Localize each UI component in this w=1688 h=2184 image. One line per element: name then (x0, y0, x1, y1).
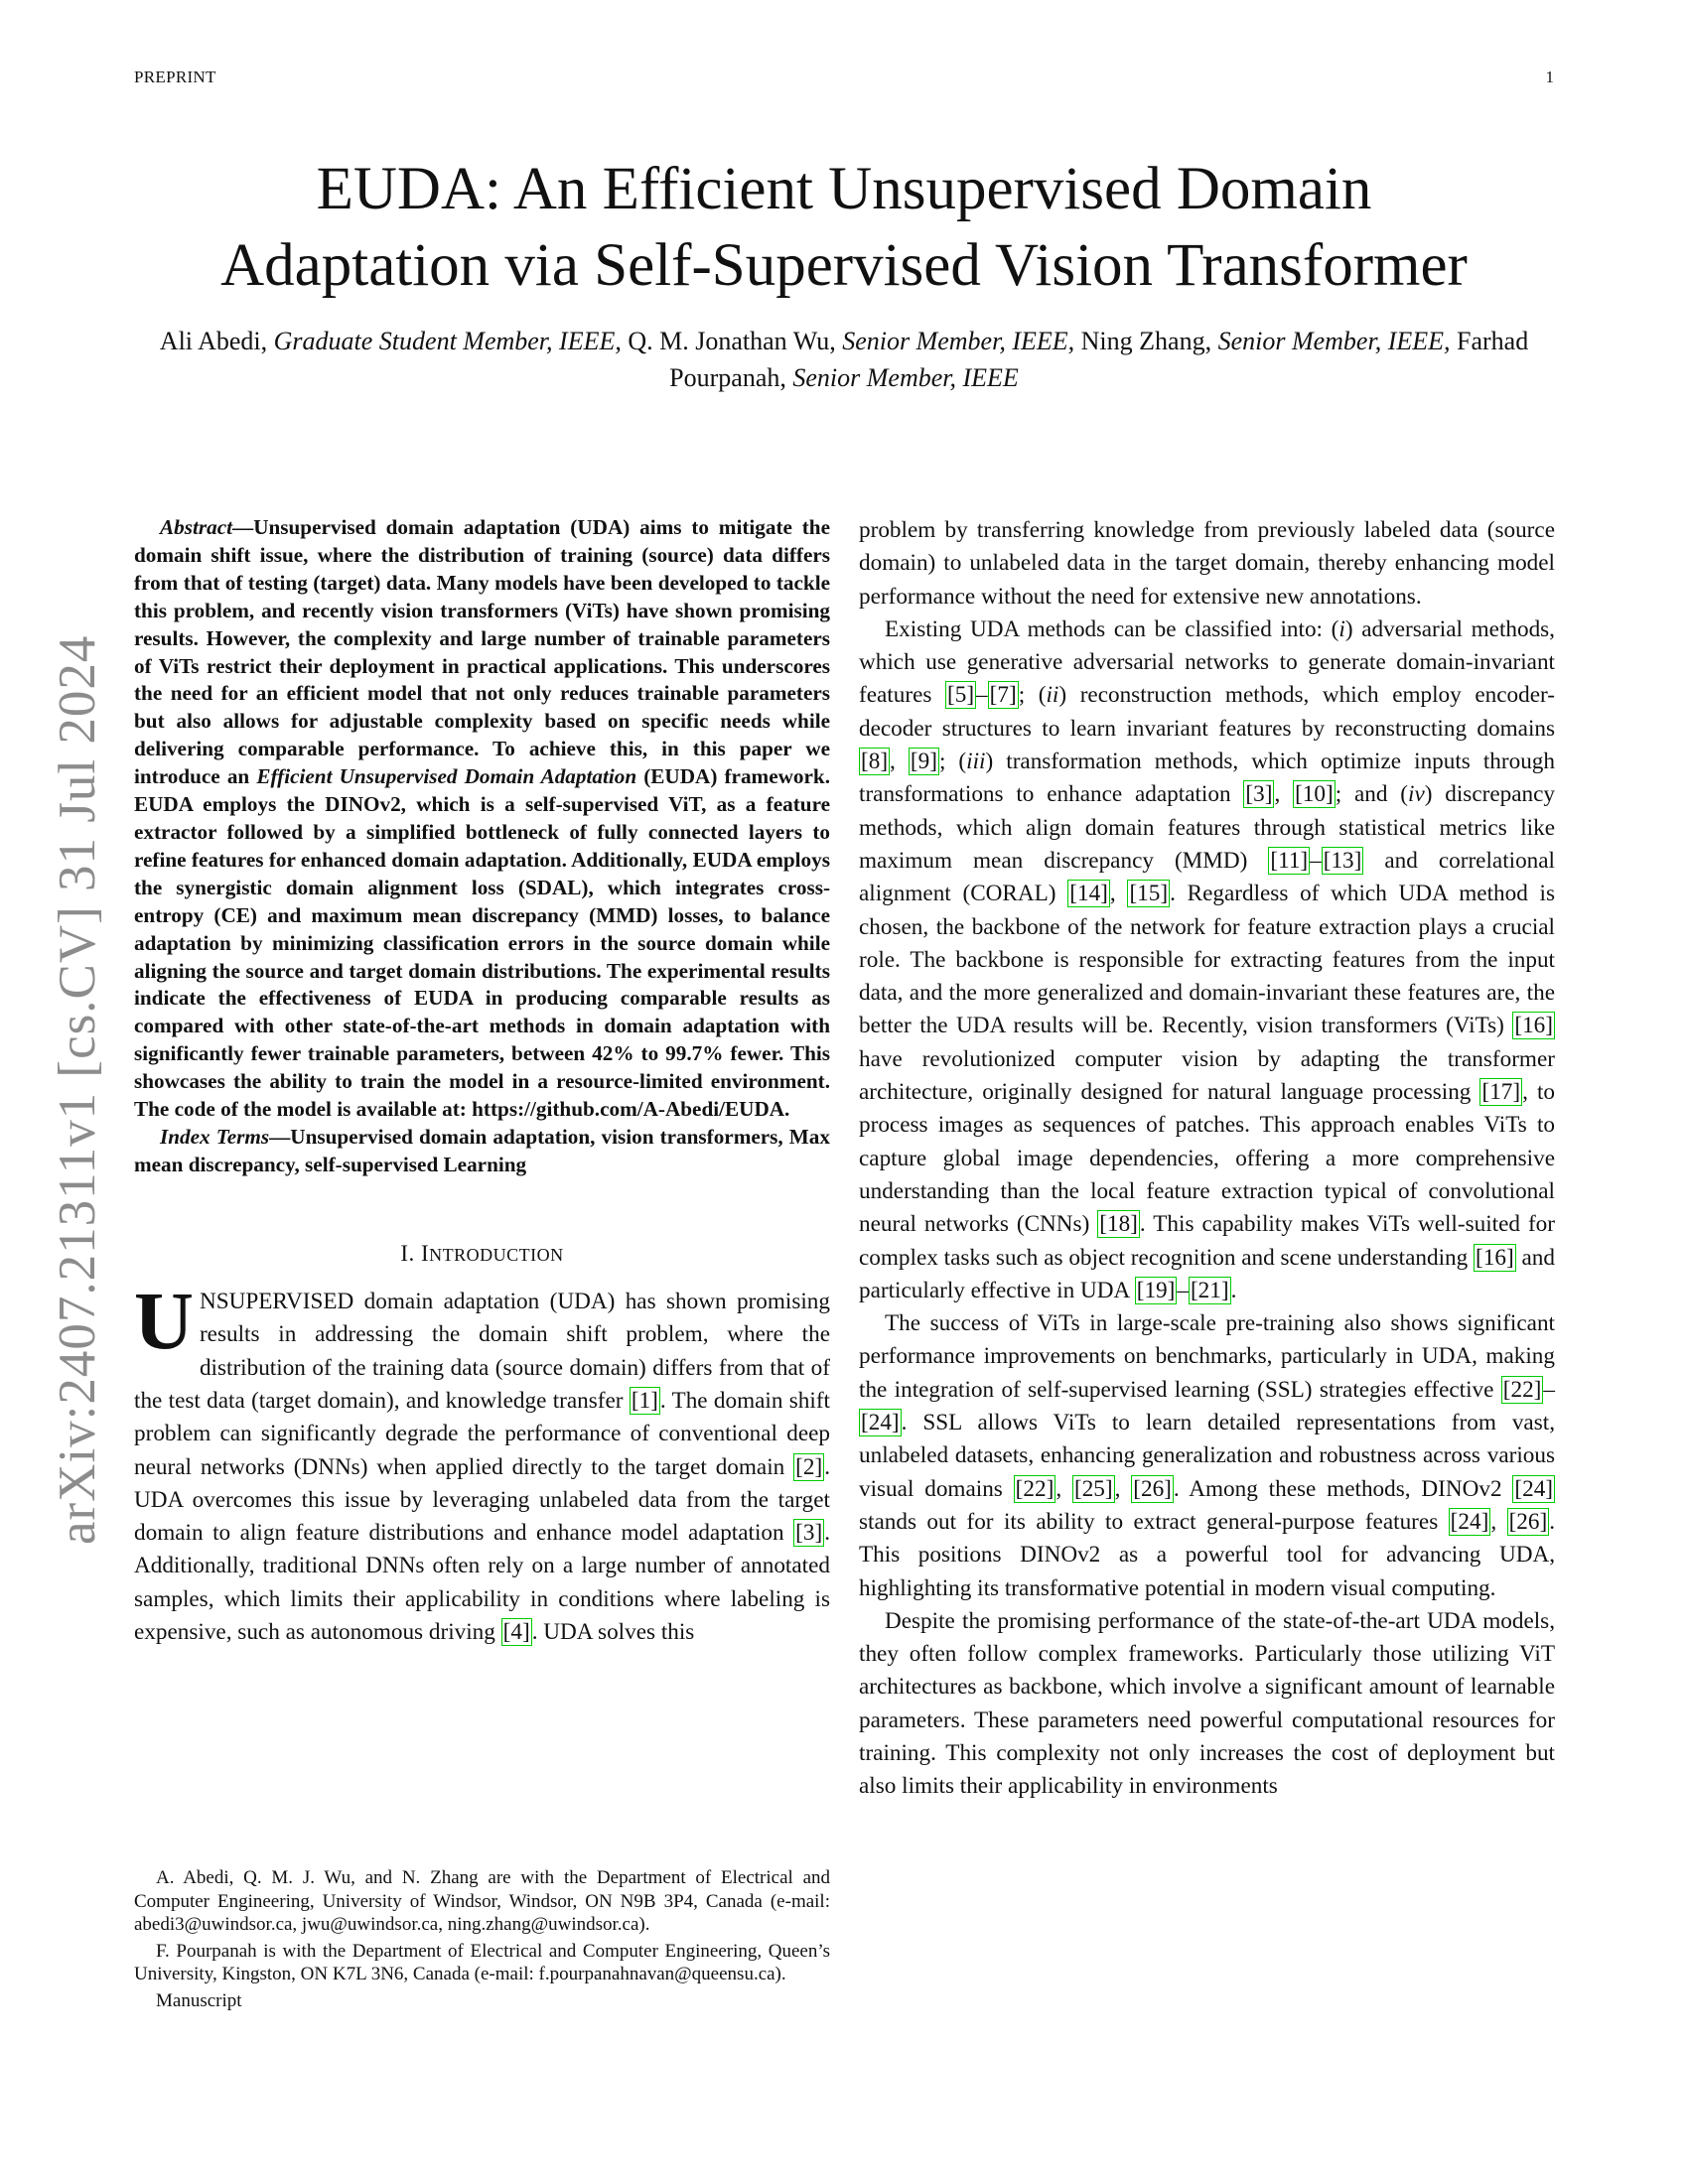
index-terms-label: Index Terms (160, 1124, 270, 1149)
citation-link[interactable]: [22] (1502, 1376, 1542, 1403)
citation-link[interactable]: [15] (1129, 881, 1169, 907)
body-text: . SSL allows ViTs to learn detailed representations from vast, unlabeled datasets, enhancing generalization and robustness across various visual domains (859, 1410, 1555, 1502)
citation-link[interactable]: [26] (1133, 1475, 1172, 1502)
author-role: Senior Member, IEEE (792, 363, 1019, 392)
citation-link[interactable]: [2] (795, 1453, 823, 1480)
body-text: ; ( (938, 749, 967, 775)
body-text: . (1230, 1277, 1237, 1303)
body-text: The success of ViTs in large-scale pre-training also shows significant performance improvements on benchmarks, particularly in UDA, making the integration of self-supervised learning (SSL) strategies effective (859, 1310, 1555, 1403)
body-text: ) adversarial methods, which use generative adversarial networks to generate domain-invariant features (859, 615, 1555, 709)
body-text: and correlational alignment (CORAL) (859, 847, 1555, 907)
body-text: ; ( (1018, 682, 1047, 709)
intro-text: . Additionally, traditional DNNs often rely on a large number of annotated samples, which limits their applicability in conditions where labeling is expensive, such as autonomous driving (134, 1520, 830, 1646)
author-name: Ning Zhang, (1080, 327, 1212, 355)
body-text: . This capability makes ViTs well-suited for complex tasks such as object recognition and scene understanding (859, 1211, 1555, 1271)
citation-link[interactable]: [24] (1514, 1475, 1554, 1502)
citation-link[interactable]: [21] (1190, 1277, 1229, 1303)
citation-link[interactable]: [4] (502, 1619, 530, 1646)
introduction-body (134, 1275, 830, 1649)
author-role: Senior Member, IEEE, (842, 327, 1075, 355)
citation-link[interactable]: [25] (1073, 1475, 1113, 1502)
body-text: , (890, 749, 909, 775)
abstract-label: Abstract (160, 515, 232, 539)
enum-label: ii (1046, 682, 1059, 709)
footnote-affiliation-2: F. Pourpanah is with the Department of Electrical and Computer Engineering, Queen’s University, Kingston, ON K7L 3N6, Canada (e-mail: f.pourpanahnavan@queensu.ca). (134, 1940, 830, 1985)
citation-link[interactable]: [3] (1245, 781, 1273, 808)
citation-link[interactable]: [18] (1099, 1211, 1138, 1238)
body-text: ) reconstruction methods, which employ encoder-decoder structures to learn invariant features by reconstructing domains (859, 682, 1555, 742)
citation-link[interactable]: [13] (1323, 847, 1362, 874)
author-list (149, 323, 1539, 396)
arxiv-stamp: arXiv:2407.21311v1 [cs.CV] 31 Jul 2024 (49, 634, 106, 1545)
body-text: , (1109, 881, 1128, 907)
citation-link[interactable]: [3] (795, 1520, 823, 1547)
title-line-1: EUDA: An Efficient Unsupervised Domain (316, 156, 1372, 222)
citation-link[interactable]: [14] (1069, 881, 1108, 907)
section-title-initial: I (421, 1240, 430, 1266)
body-paragraph: Despite the promising performance of the state-of-the-art UDA models, they often follow complex frameworks. Particularly those utilizing ViT architectures as backbone, which involve a significant amount of learnable parameters. These parameters need powerful computational resources for training. This complexity not only increases the cost of deployment but also limits their applicability in environments (859, 1607, 1555, 1800)
citation-link[interactable]: [10] (1295, 781, 1334, 808)
citation-link[interactable]: [24] (861, 1410, 900, 1436)
section-title-rest: NTRODUCTION (429, 1244, 564, 1265)
intro-paragraph (134, 1275, 830, 1649)
body-text: – (1177, 1277, 1189, 1303)
citation-link[interactable]: [5] (947, 682, 975, 709)
intro-text: . The domain shift problem can significantly degrade the performance of conventional deep neural networks (DNNs) when applied directly to the target domain (134, 1387, 830, 1480)
citation-link[interactable]: [1] (631, 1387, 658, 1414)
citation-link[interactable]: [16] (1476, 1244, 1514, 1271)
body-text: Existing UDA methods can be classified into: ( (885, 615, 1339, 642)
abstract-paragraph (134, 514, 830, 1124)
footnote-manuscript: Manuscript (156, 1989, 242, 2011)
author-role: Graduate Student Member, IEEE, (273, 327, 622, 355)
body-text: . Among these methods, DINOv2 (1173, 1475, 1513, 1502)
abstract-text-2: (EUDA) framework. EUDA employs the DINOv2, which is a self-supervised ViT, as a feature extractor followed by a simplified bottleneck of fully connected layers to refine features for enhanced domain adaptation. Additionally, EUDA employs the synergistic domain alignment loss (SDAL), which integrates cross-entropy (CE) and maximum mean discrepancy (MMD) losses, to balance adaptation by minimizing classification errors in the source domain while aligning the source and target domain distributions. The experimental results indicate the effectiveness of EUDA in producing comparable results as compared with other state-of-the-art methods in domain adaptation with significantly fewer trainable parameters, between 42% to 99.7% fewer. This showcases the ability to train the model in a resource-limited environment. The code of the model is available at: https://github.com/A-Abedi/EUDA. (134, 764, 830, 1122)
body-text: ) discrepancy methods, which align domain features through statistical metrics like maximum mean discrepancy (MMD) (859, 781, 1556, 874)
right-column (859, 514, 1555, 1804)
abstract-emphasis: Efficient Unsupervised Domain Adaptation (256, 764, 637, 789)
citation-link[interactable]: [26] (1508, 1508, 1548, 1535)
index-terms-text: —Unsupervised domain adaptation, vision transformers, Max mean discrepancy, self-supervised Learning (134, 1124, 830, 1176)
citation-link[interactable]: [7] (989, 682, 1017, 709)
body-text: ) transformation methods, which optimize inputs through transformations to enhance adaptation (859, 749, 1555, 808)
intro-text: . UDA solves this (531, 1619, 695, 1646)
citation-link[interactable]: [16] (1514, 1013, 1553, 1039)
body-paragraph (859, 1307, 1555, 1605)
citation-link[interactable]: [9] (910, 749, 937, 775)
enum-label: iii (966, 749, 986, 775)
body-text: ; and ( (1335, 781, 1408, 808)
enum-label: i (1338, 615, 1345, 642)
author-name: Q. M. Jonathan Wu, (628, 327, 836, 355)
paper-title (99, 151, 1589, 304)
title-line-2: Adaptation via Self-Supervised Vision Transformer (220, 232, 1468, 299)
body-text: . This positions DINOv2 as a powerful tool for advancing UDA, highlighting its transformative potential in modern visual computing. (859, 1508, 1555, 1601)
body-text: and particularly effective in UDA (859, 1244, 1555, 1303)
author-role: Senior Member, IEEE, (1217, 327, 1451, 355)
citation-link[interactable]: [19] (1136, 1277, 1176, 1303)
body-text: – (1543, 1376, 1555, 1403)
section-number: I. (400, 1240, 421, 1266)
body-text: stands out for its ability to extract general-purpose features (859, 1508, 1449, 1535)
running-head: PREPRINT (134, 68, 216, 86)
body-paragraph: problem by transferring knowledge from previously labeled data (source domain) to unlabeled data in the target domain, thereby enhancing model performance without the need for extensive new annotations. (859, 517, 1555, 610)
intro-lead: NSUPERVISED (199, 1289, 354, 1315)
body-text: have revolutionized computer vision by adapting the transformer architecture, originally designed for natural language processing (859, 1045, 1555, 1106)
body-text: , (1274, 781, 1294, 808)
section-heading-introduction (134, 1237, 830, 1272)
body-text: , (1490, 1508, 1507, 1535)
body-text: – (1310, 847, 1322, 874)
body-text: – (976, 682, 988, 709)
citation-link[interactable]: [11] (1270, 847, 1309, 874)
body-text: , to process images as sequences of patches. This approach enables ViTs to capture global image dependencies, offering a more comprehensive understanding than the local feature extraction typical of convolutional neural networks (CNNs) (859, 1079, 1555, 1238)
drop-cap: U (134, 1275, 194, 1367)
intro-text: . UDA overcomes this issue by leveraging unlabeled data from the target domain to align feature distributions and enhance model adaptation (134, 1453, 830, 1547)
author-name: Farhad Pourpanah, (669, 327, 1529, 392)
body-text: . Regardless of which UDA method is chosen, the backbone of the network for feature extraction plays a crucial role. The backbone is responsible for extracting features from the input data, and the more generalized and domain-invariant these features are, the better the UDA results will be. Recently, vision transformers (ViTs) (859, 881, 1556, 1039)
page-number: 1 (1545, 68, 1554, 86)
enum-label: iv (1408, 781, 1425, 808)
citation-link[interactable]: [24] (1450, 1508, 1489, 1535)
intro-text: domain adaptation (UDA) has shown promising results in addressing the domain shift problem, where the distribution of the training data (source domain) differs from that of the test data (target domain), and knowledge transfer (134, 1289, 830, 1414)
abstract (134, 514, 830, 1179)
footnote-affiliation-1: A. Abedi, Q. M. J. Wu, and N. Zhang are with the Department of Electrical and Computer Engineering, University of Windsor, Windsor, ON N9B 3P4, Canada (e-mail: abedi3@uwindsor.ca, jwu@uwindsor.ca, ning.zhang@uwindsor.ca). (134, 1867, 830, 1936)
body-text: , (1114, 1475, 1132, 1502)
citation-link[interactable]: [8] (861, 749, 889, 775)
footnotes (134, 1866, 830, 2016)
citation-link[interactable]: [17] (1481, 1079, 1521, 1106)
index-terms (134, 1124, 830, 1179)
abstract-text-1: —Unsupervised domain adaptation (UDA) aims to mitigate the domain shift issue, where the distribution of training (source) data differs from that of testing (target) data. Many models have been developed to tackle this problem, and recently vision transformers (ViTs) have shown promising results. However, the complexity and large number of trainable parameters of ViTs restrict their deployment in practical applications. This underscores the need for an efficient model that not only reduces trainable parameters but also allows for adjustable complexity based on specific needs while delivering comparable performance. To achieve this, in this paper we introduce an (134, 515, 830, 789)
body-paragraph (859, 614, 1555, 1307)
left-column (134, 514, 830, 1649)
author-name: Ali Abedi, (159, 327, 268, 355)
citation-link[interactable]: [22] (1015, 1475, 1055, 1502)
body-text: , (1055, 1475, 1072, 1502)
